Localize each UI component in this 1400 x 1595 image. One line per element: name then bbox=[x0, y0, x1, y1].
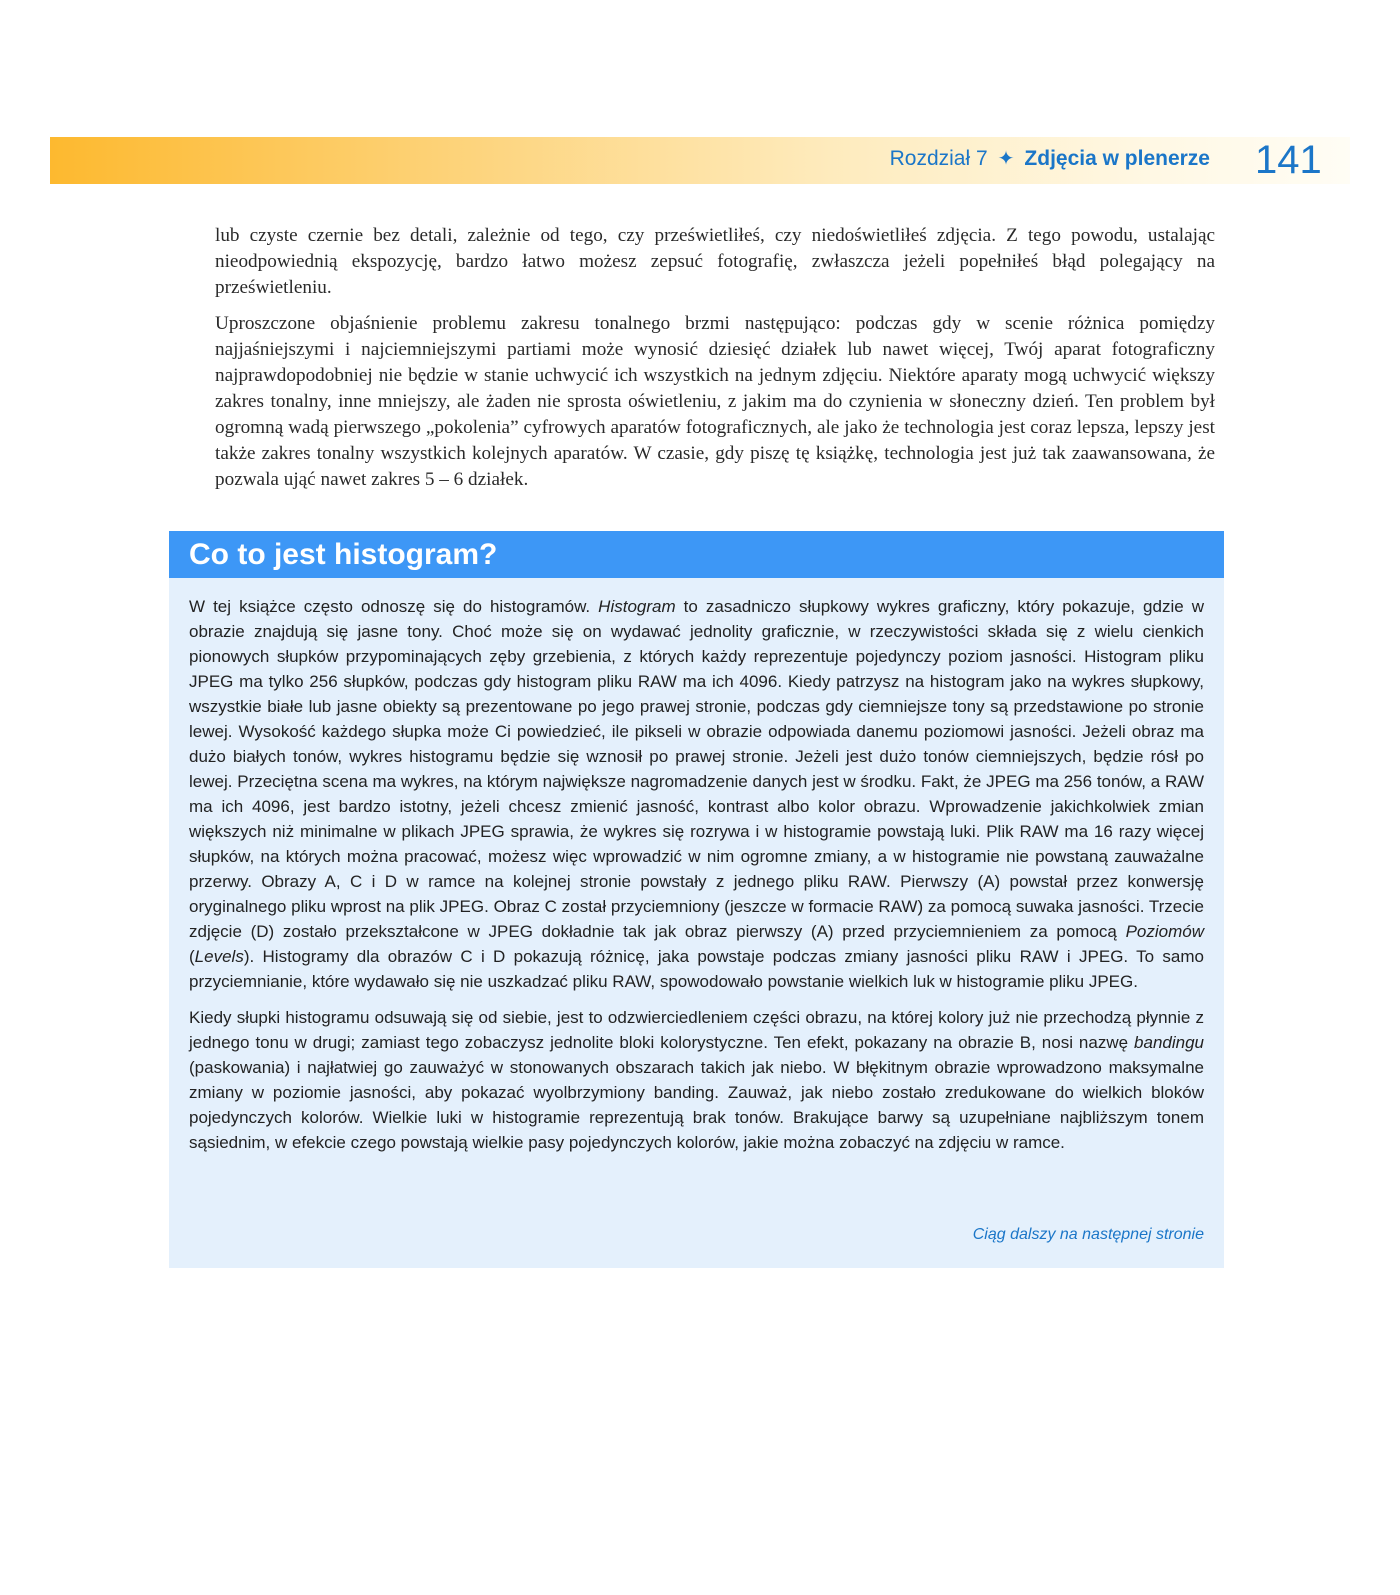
text-run: ). Histogramy dla obrazów C i D pokazują różnicę, jaka powstaje podczas zmiany jasności pliku RAW i JPEG. To samo przyciemnianie, które wydawało się nie uszkadzać pliku RAW, spowodowało powstanie wielkich luk w histogramie pliku JPEG. bbox=[189, 947, 1204, 991]
text-run: ( bbox=[189, 947, 195, 966]
text-run: (paskowania) i najłatwiej go zauważyć w stonowanych obszarach takich jak niebo. W błękitnym obrazie wprowadzono maksymalne zmiany w poziomie jasności, aby pokazać wyolbrzymiony banding. Zauważ, jak niebo zostało zredukowane do wielkich bloków pojedynczych kolorów. Wielkie luki w histogramie reprezentują brak tonów. Brakujące barwy są uzupełniane najbliższym tonem sąsiednim, w efekcie czego powstają wielkie pasy pojedynczych kolorów, jakie można zobaczyć na zdjęciu w ramce. bbox=[189, 1058, 1204, 1152]
text-run: W tej książce często odnoszę się do histogramów. bbox=[189, 597, 599, 616]
emphasis-term: Levels bbox=[194, 947, 244, 966]
text-run: Kiedy słupki histogramu odsuwają się od siebie, jest to odzwierciedleniem części obrazu, na której kolory już nie przechodzą płynnie z jednego tonu w drugi; zamiast tego zobaczysz jednolite bloki kolorystyczne. Ten efekt, pokazany na obrazie B, nosi nazwę bbox=[189, 1008, 1204, 1052]
running-header bbox=[890, 146, 1210, 171]
emphasis-term: bandingu bbox=[1134, 1033, 1204, 1052]
chapter-title: Zdjęcia w plenerze bbox=[1024, 146, 1210, 170]
sidebar-paragraph bbox=[189, 1005, 1204, 1155]
text-run: to zasadniczo słupkowy wykres graficzny, który pokazuje, gdzie w obrazie znajdują się jasne tony. Choć może się on wydawać jednolity graficznie, w rzeczywistości składa się z wielu cienkich pionowych słupków przypominających zęby grzebienia, z których każdy reprezentuje pojedynczy poziom jasności. Histogram pliku JPEG ma tylko 256 słupków, podczas gdy histogram pliku RAW ma ich 4096. Kiedy patrzysz na histogram jako na wykres słupkowy, wszystkie białe lub jasne obiekty są prezentowane po jego prawej stronie, podczas gdy ciemniejsze tony są przedstawione po stronie lewej. Wysokość każdego słupka może Ci powiedzieć, ile pikseli w obrazie odpowiada danemu poziomowi jasności. Jeżeli obraz ma dużo białych tonów, wykres histogramu będzie się wznosił po prawej stronie. Jeżeli jest dużo tonów ciemniejszych, będzie rósł po lewej. Przeciętna scena ma wykres, na którym największe nagromadzenie danych jest w środku. Fakt, że JPEG ma 256 tonów, a RAW ma ich 4096, jest bardzo istotny, jeżeli chcesz zmienić jasność, kontrast albo kolor obrazu. Wprowadzenie jakichkolwiek zmian większych niż minimalne w plikach JPEG sprawia, że wykres się rozrywa i w histogramie powstają luki. Plik RAW ma 16 razy więcej słupków, na których można pracować, możesz więc wprowadzić w nim ogromne zmiany, a w histogramie nie powstaną zauważalne przerwy. Obrazy A, C i D w ramce na kolejnej stronie powstały z jednego pliku RAW. Pierwszy (A) powstał przez konwersję oryginalnego pliku wprost na plik JPEG. Obraz C został przyciemniony (jeszcze w formacie RAW) za pomocą suwaka jasności. Trzecie zdjęcie (D) zostało przekształcone w JPEG dokładnie tak jak obraz pierwszy (A) przed przyciemnieniem za pomocą bbox=[189, 597, 1204, 941]
sidebar-body bbox=[169, 578, 1224, 1155]
sidebar-title: Co to jest histogram? bbox=[189, 537, 498, 571]
sidebar-paragraph bbox=[189, 594, 1204, 994]
page-number: 141 bbox=[1255, 138, 1322, 182]
emphasis-term: Poziomów bbox=[1125, 922, 1204, 941]
main-text bbox=[215, 223, 1215, 503]
emphasis-term: Histogram bbox=[598, 597, 676, 616]
continued-note: Ciąg dalszy na następnej stronie bbox=[972, 1226, 1204, 1243]
sidebar-header bbox=[169, 531, 1224, 578]
paragraph: Uproszczone objaśnienie problemu zakresu tonalnego brzmi następująco: podczas gdy w scenie różnica pomiędzy najjaśniejszymi i najciemniejszymi partiami może wynosić dziesięć działek lub nawet więcej, Twój aparat fotograficzny najprawdopodobniej nie będzie w stanie uchwycić ich wszystkich na jednym zdjęciu. Niektóre aparaty mogą uchwycić większy zakres tonalny, inne mniejszy, ale żaden nie sprosta oświetleniu, z jakim ma do czynienia w słoneczny dzień. Ten problem był ogromną wadą pierwszego „pokolenia” cyfrowych aparatów fotograficznych, ale jako że technologia jest coraz lepsza, lepszy jest także zakres tonalny wszystkich kolejnych aparatów. W czasie, gdy piszę tę książkę, technologia jest już tak zaawansowana, że pozwala ująć nawet zakres 5 – 6 działek. bbox=[215, 313, 1215, 490]
separator-icon: ✦ bbox=[997, 148, 1015, 170]
paragraph: lub czyste czernie bez detali, zależnie od tego, czy prześwietliłeś, czy niedoświetliłeś zdjęcia. Z tego powodu, ustalając nieodpowiednią ekspozycję, bardzo łatwo możesz zepsuć fotografię, zwłaszcza jeżeli popełniłeś błąd polegający na prześwietleniu. bbox=[215, 225, 1215, 298]
chapter-label: Rozdział 7 bbox=[889, 146, 988, 170]
histogram-sidebar bbox=[169, 531, 1224, 1268]
